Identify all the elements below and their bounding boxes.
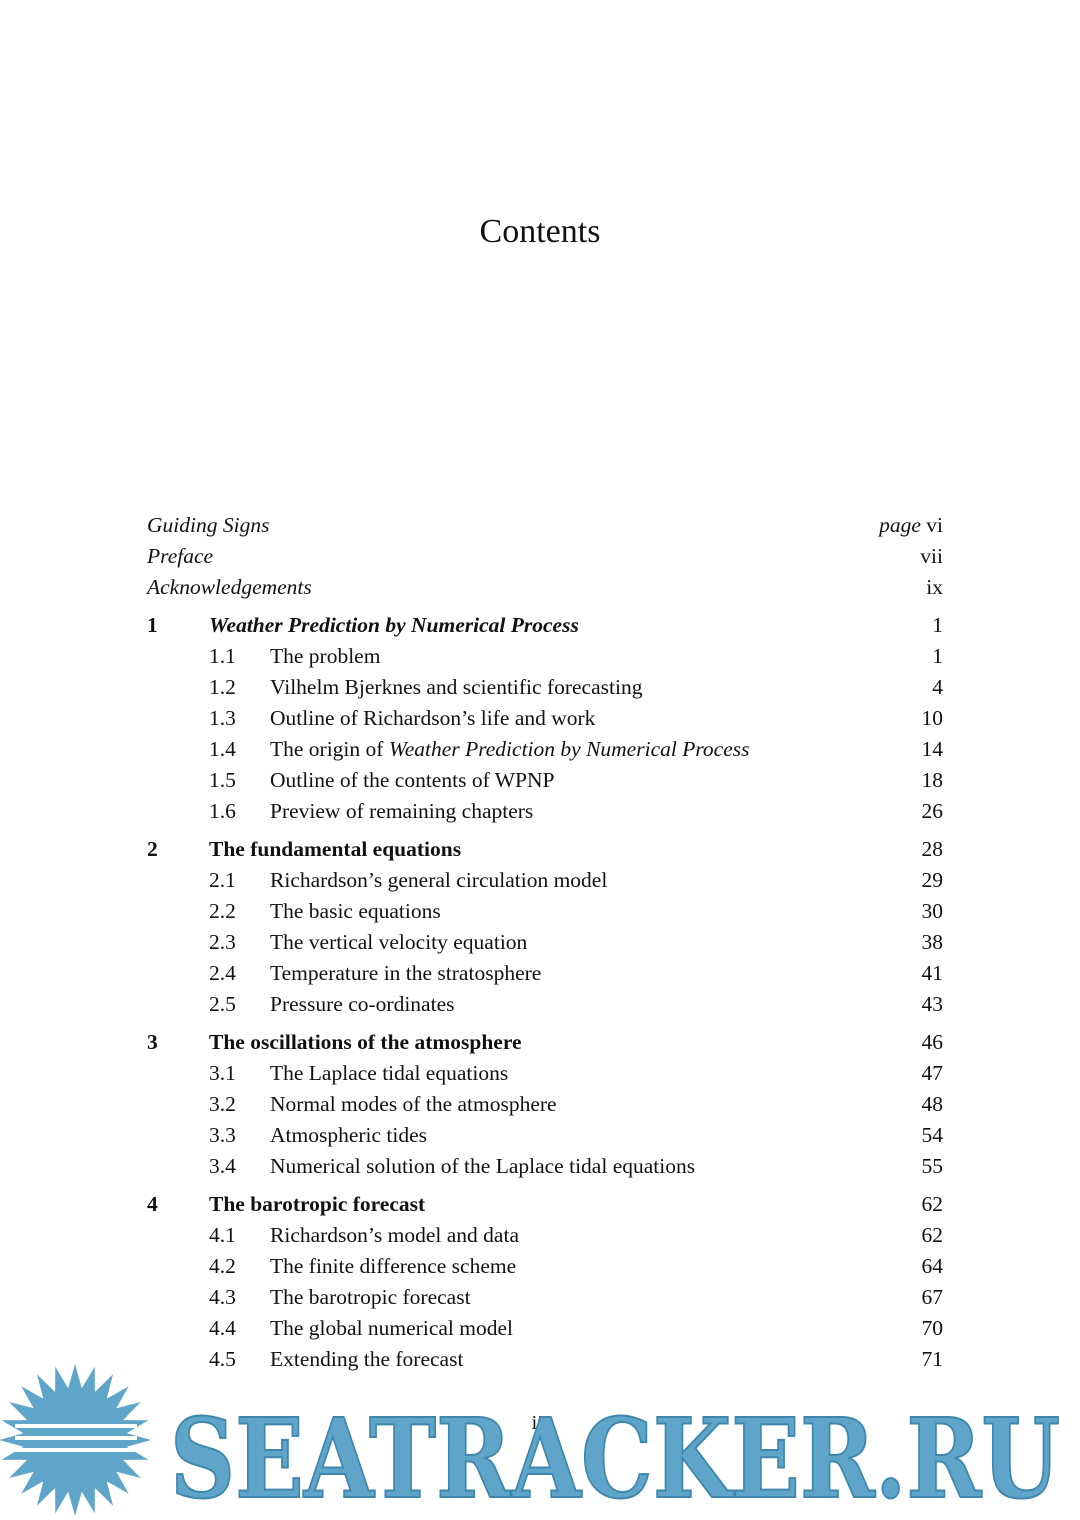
section-number: 3.1 (209, 1061, 236, 1085)
toc-entry-page: ix (926, 575, 943, 599)
page-prefix: page (879, 513, 921, 537)
section-number: 2.5 (209, 992, 236, 1016)
section-number: 1.4 (209, 737, 236, 761)
toc-entry-title: Preface (147, 544, 214, 568)
toc-section-2-4[interactable] (147, 958, 943, 989)
section-title (270, 734, 749, 765)
chapter-number: 4 (147, 1192, 158, 1216)
section-number: 3.4 (209, 1154, 236, 1178)
section-number: 4.5 (209, 1347, 236, 1371)
page-title: Contents (479, 212, 601, 250)
section-number: 1.2 (209, 675, 236, 699)
chapter-title (209, 610, 579, 641)
chapter-title: The barotropic forecast (209, 1192, 426, 1216)
section-number: 1.5 (209, 768, 236, 792)
chapter-title: The fundamental equations (209, 837, 462, 861)
chapter-title-italic: Weather Prediction by Numerical Process (209, 613, 579, 637)
section-page: 26 (921, 799, 943, 823)
chapter-page: 28 (921, 837, 943, 861)
toc-section-2-1[interactable] (147, 865, 943, 896)
chapter-number: 3 (147, 1030, 158, 1054)
toc-section-4-1[interactable] (147, 1220, 943, 1251)
toc-section-3-1[interactable] (147, 1058, 943, 1089)
section-number: 2.2 (209, 899, 236, 923)
toc-front-acknowledgements[interactable] (147, 572, 943, 603)
section-title: Richardson’s model and data (270, 1223, 519, 1247)
section-title: The barotropic forecast (270, 1285, 471, 1309)
section-title: Richardson’s general circulation model (270, 868, 608, 892)
section-page: 64 (921, 1254, 943, 1278)
toc-section-1-2[interactable] (147, 672, 943, 703)
section-title: The problem (270, 644, 381, 668)
section-title: Outline of the contents of WPNP (270, 768, 555, 792)
toc-entry-page (879, 510, 943, 541)
toc-section-1-3[interactable] (147, 703, 943, 734)
toc-entry-title: Guiding Signs (147, 513, 270, 537)
toc-section-2-3[interactable] (147, 927, 943, 958)
toc-section-1-4[interactable] (147, 734, 943, 765)
toc-chapter-1[interactable] (147, 610, 943, 641)
section-page: 43 (921, 992, 943, 1016)
section-number: 4.1 (209, 1223, 236, 1247)
section-number: 2.4 (209, 961, 236, 985)
section-title: Outline of Richardson’s life and work (270, 706, 596, 730)
toc-section-2-2[interactable] (147, 896, 943, 927)
section-number: 4.4 (209, 1316, 236, 1340)
section-number: 3.3 (209, 1123, 236, 1147)
section-page: 18 (921, 768, 943, 792)
section-number: 3.2 (209, 1092, 236, 1116)
toc-section-3-4[interactable] (147, 1151, 943, 1182)
sun-logo-icon (0, 1364, 151, 1516)
toc-section-4-4[interactable] (147, 1313, 943, 1344)
section-page: 4 (932, 675, 943, 699)
chapter-number: 1 (147, 613, 158, 637)
section-title: The finite difference scheme (270, 1254, 517, 1278)
toc-section-2-5[interactable] (147, 989, 943, 1020)
watermark-text: SEATRACKER.RU (170, 1394, 1060, 1520)
toc-section-1-6[interactable] (147, 796, 943, 827)
toc-chapter-2[interactable] (147, 834, 943, 865)
section-title: Atmospheric tides (270, 1123, 428, 1147)
chapter-page: 62 (921, 1192, 943, 1216)
section-page: 55 (921, 1154, 943, 1178)
section-page: 41 (921, 961, 943, 985)
toc-section-3-2[interactable] (147, 1089, 943, 1120)
chapter-page: 1 (932, 613, 943, 637)
section-number: 1.6 (209, 799, 236, 823)
toc-chapter-3[interactable] (147, 1027, 943, 1058)
section-title: Normal modes of the atmosphere (270, 1092, 557, 1116)
section-title: The vertical velocity equation (270, 930, 528, 954)
section-page: 47 (921, 1061, 943, 1085)
toc-front-guiding-signs[interactable] (147, 510, 943, 541)
section-page: 14 (921, 737, 943, 761)
page-folio: iii (531, 1412, 549, 1434)
section-page: 54 (921, 1123, 943, 1147)
chapter-title: The oscillations of the atmosphere (209, 1030, 522, 1054)
section-title: The global numerical model (270, 1316, 513, 1340)
section-title: Extending the forecast (270, 1347, 464, 1371)
section-number: 1.1 (209, 644, 236, 668)
toc-section-3-3[interactable] (147, 1120, 943, 1151)
toc-chapter-4[interactable] (147, 1189, 943, 1220)
section-title-italic: Weather Prediction by Numerical Process (388, 737, 750, 761)
section-number: 4.2 (209, 1254, 236, 1278)
table-of-contents (147, 510, 943, 1375)
section-page: 48 (921, 1092, 943, 1116)
section-number: 1.3 (209, 706, 236, 730)
section-page: 70 (921, 1316, 943, 1340)
section-page: 29 (921, 868, 943, 892)
toc-section-1-5[interactable] (147, 765, 943, 796)
section-page: 71 (921, 1347, 943, 1371)
toc-entry-title: Acknowledgements (147, 575, 312, 599)
section-title: Pressure co-ordinates (270, 992, 455, 1016)
section-title: Numerical solution of the Laplace tidal equations (270, 1154, 696, 1178)
toc-section-4-3[interactable] (147, 1282, 943, 1313)
section-number: 4.3 (209, 1285, 236, 1309)
section-title-prefix: The origin of (270, 737, 389, 761)
section-page: 30 (921, 899, 943, 923)
chapter-number: 2 (147, 837, 158, 861)
section-number: 2.1 (209, 868, 236, 892)
section-title: Preview of remaining chapters (270, 799, 534, 823)
section-page: 1 (932, 644, 943, 668)
toc-entry-page: vii (920, 544, 943, 568)
section-page: 62 (921, 1223, 943, 1247)
section-title: Vilhelm Bjerknes and scientific forecasting (270, 675, 643, 699)
section-title: The Laplace tidal equations (270, 1061, 509, 1085)
watermark (0, 1360, 1080, 1520)
toc-section-4-2[interactable] (147, 1251, 943, 1282)
section-title: The basic equations (270, 899, 441, 923)
toc-front-preface[interactable] (147, 541, 943, 572)
chapter-page: 46 (921, 1030, 943, 1054)
section-page: 10 (921, 706, 943, 730)
section-number: 2.3 (209, 930, 236, 954)
section-page: 38 (921, 930, 943, 954)
page-number: vi (926, 513, 943, 537)
section-title: Temperature in the stratosphere (270, 961, 542, 985)
section-page: 67 (921, 1285, 943, 1309)
toc-section-1-1[interactable] (147, 641, 943, 672)
